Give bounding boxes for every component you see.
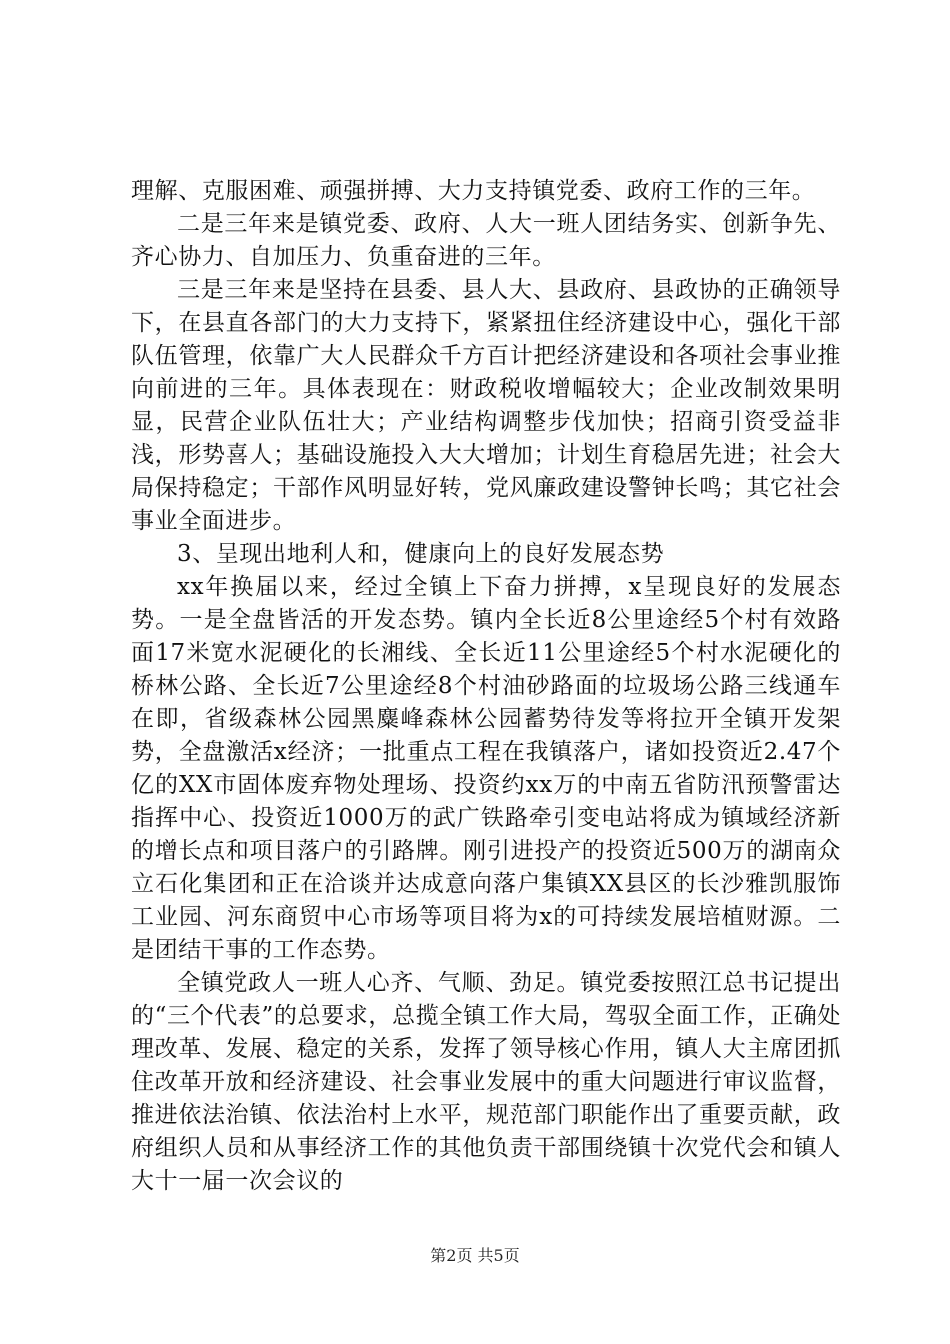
section-heading-3: 3、呈现出地利人和，健康向上的良好发展态势 (177, 541, 665, 567)
page-footer: 第2页 共5页 (430, 1246, 520, 1265)
paragraph-1: 理解、克服困难、顽强拼搏、大力支持镇党委、政府工作的三年。 (131, 178, 816, 204)
paragraph-5: 全镇党政人一班人心齐、气顺、劲足。镇党委按照江总书记提出的“三个代表”的总要求，总揽全镇工作大局，驾驭全面工作，正确处理改革、发展、稳定的关系，发挥了领导核心作用，镇人大主席团抓住改革开放和经济建设、社会事业发展中的重大问题进行审议监督，推进依法治镇、依法治村上水平，规范部门职能作出了重要贡献，政府组织人员和从事经济工作的其他负责干部围绕镇十次党代会和镇人大十一届一次会议的 (131, 970, 841, 1194)
paragraph-2: 二是三年来是镇党委、政府、人大一班人团结务实、创新争先、齐心协力、自加压力、负重奋进的三年。 (131, 211, 841, 270)
paragraph-4: xx年换届以来，经过全镇上下奋力拼搏，x呈现良好的发展态势。一是全盘皆活的开发态势。镇内全长近8公里途经5个村有效路面17米宽水泥硬化的长湘线、全长近11公里途经5个村水泥硬化的桥林公路、全长近7公里途经8个村油砂路面的垃圾场公路三线通车在即，省级森林公园黑麋峰森林公园蓄势待发等将拉开全镇开发架势，全盘激活x经济；一批重点工程在我镇落户，诸如投资近2.47个亿的XX市固体废弃物处理场、投资约xx万的中南五省防汛预警雷达指挥中心、投资近1000万的武广铁路牵引变电站将成为镇域经济新的增长点和项目落户的引路牌。刚引进投产的投资近500万的湖南众立石化集团和正在洽谈并达成意向落户集镇XX县区的长沙雅凯服饰工业园、河东商贸中心市场等项目将为x的可持续发展培植财源。二是团结干事的工作态势。 (131, 574, 841, 963)
paragraph-3: 三是三年来是坚持在县委、县人大、县政府、县政协的正确领导下，在县直各部门的大力支持下，紧紧扭住经济建设中心，强化干部队伍管理，依靠广大人民群众千方百计把经济建设和各项社会事业推向前进的三年。具体表现在：财政税收增幅较大；企业改制效果明显，民营企业队伍壮大；产业结构调整步伐加快；招商引资受益非浅，形势喜人；基础设施投入大大增加；计划生育稳居先进；社会大局保持稳定；干部作风明显好转，党风廉政建设警钟长鸣；其它社会事业全面进步。 (131, 277, 841, 534)
document-body (131, 175, 841, 1198)
